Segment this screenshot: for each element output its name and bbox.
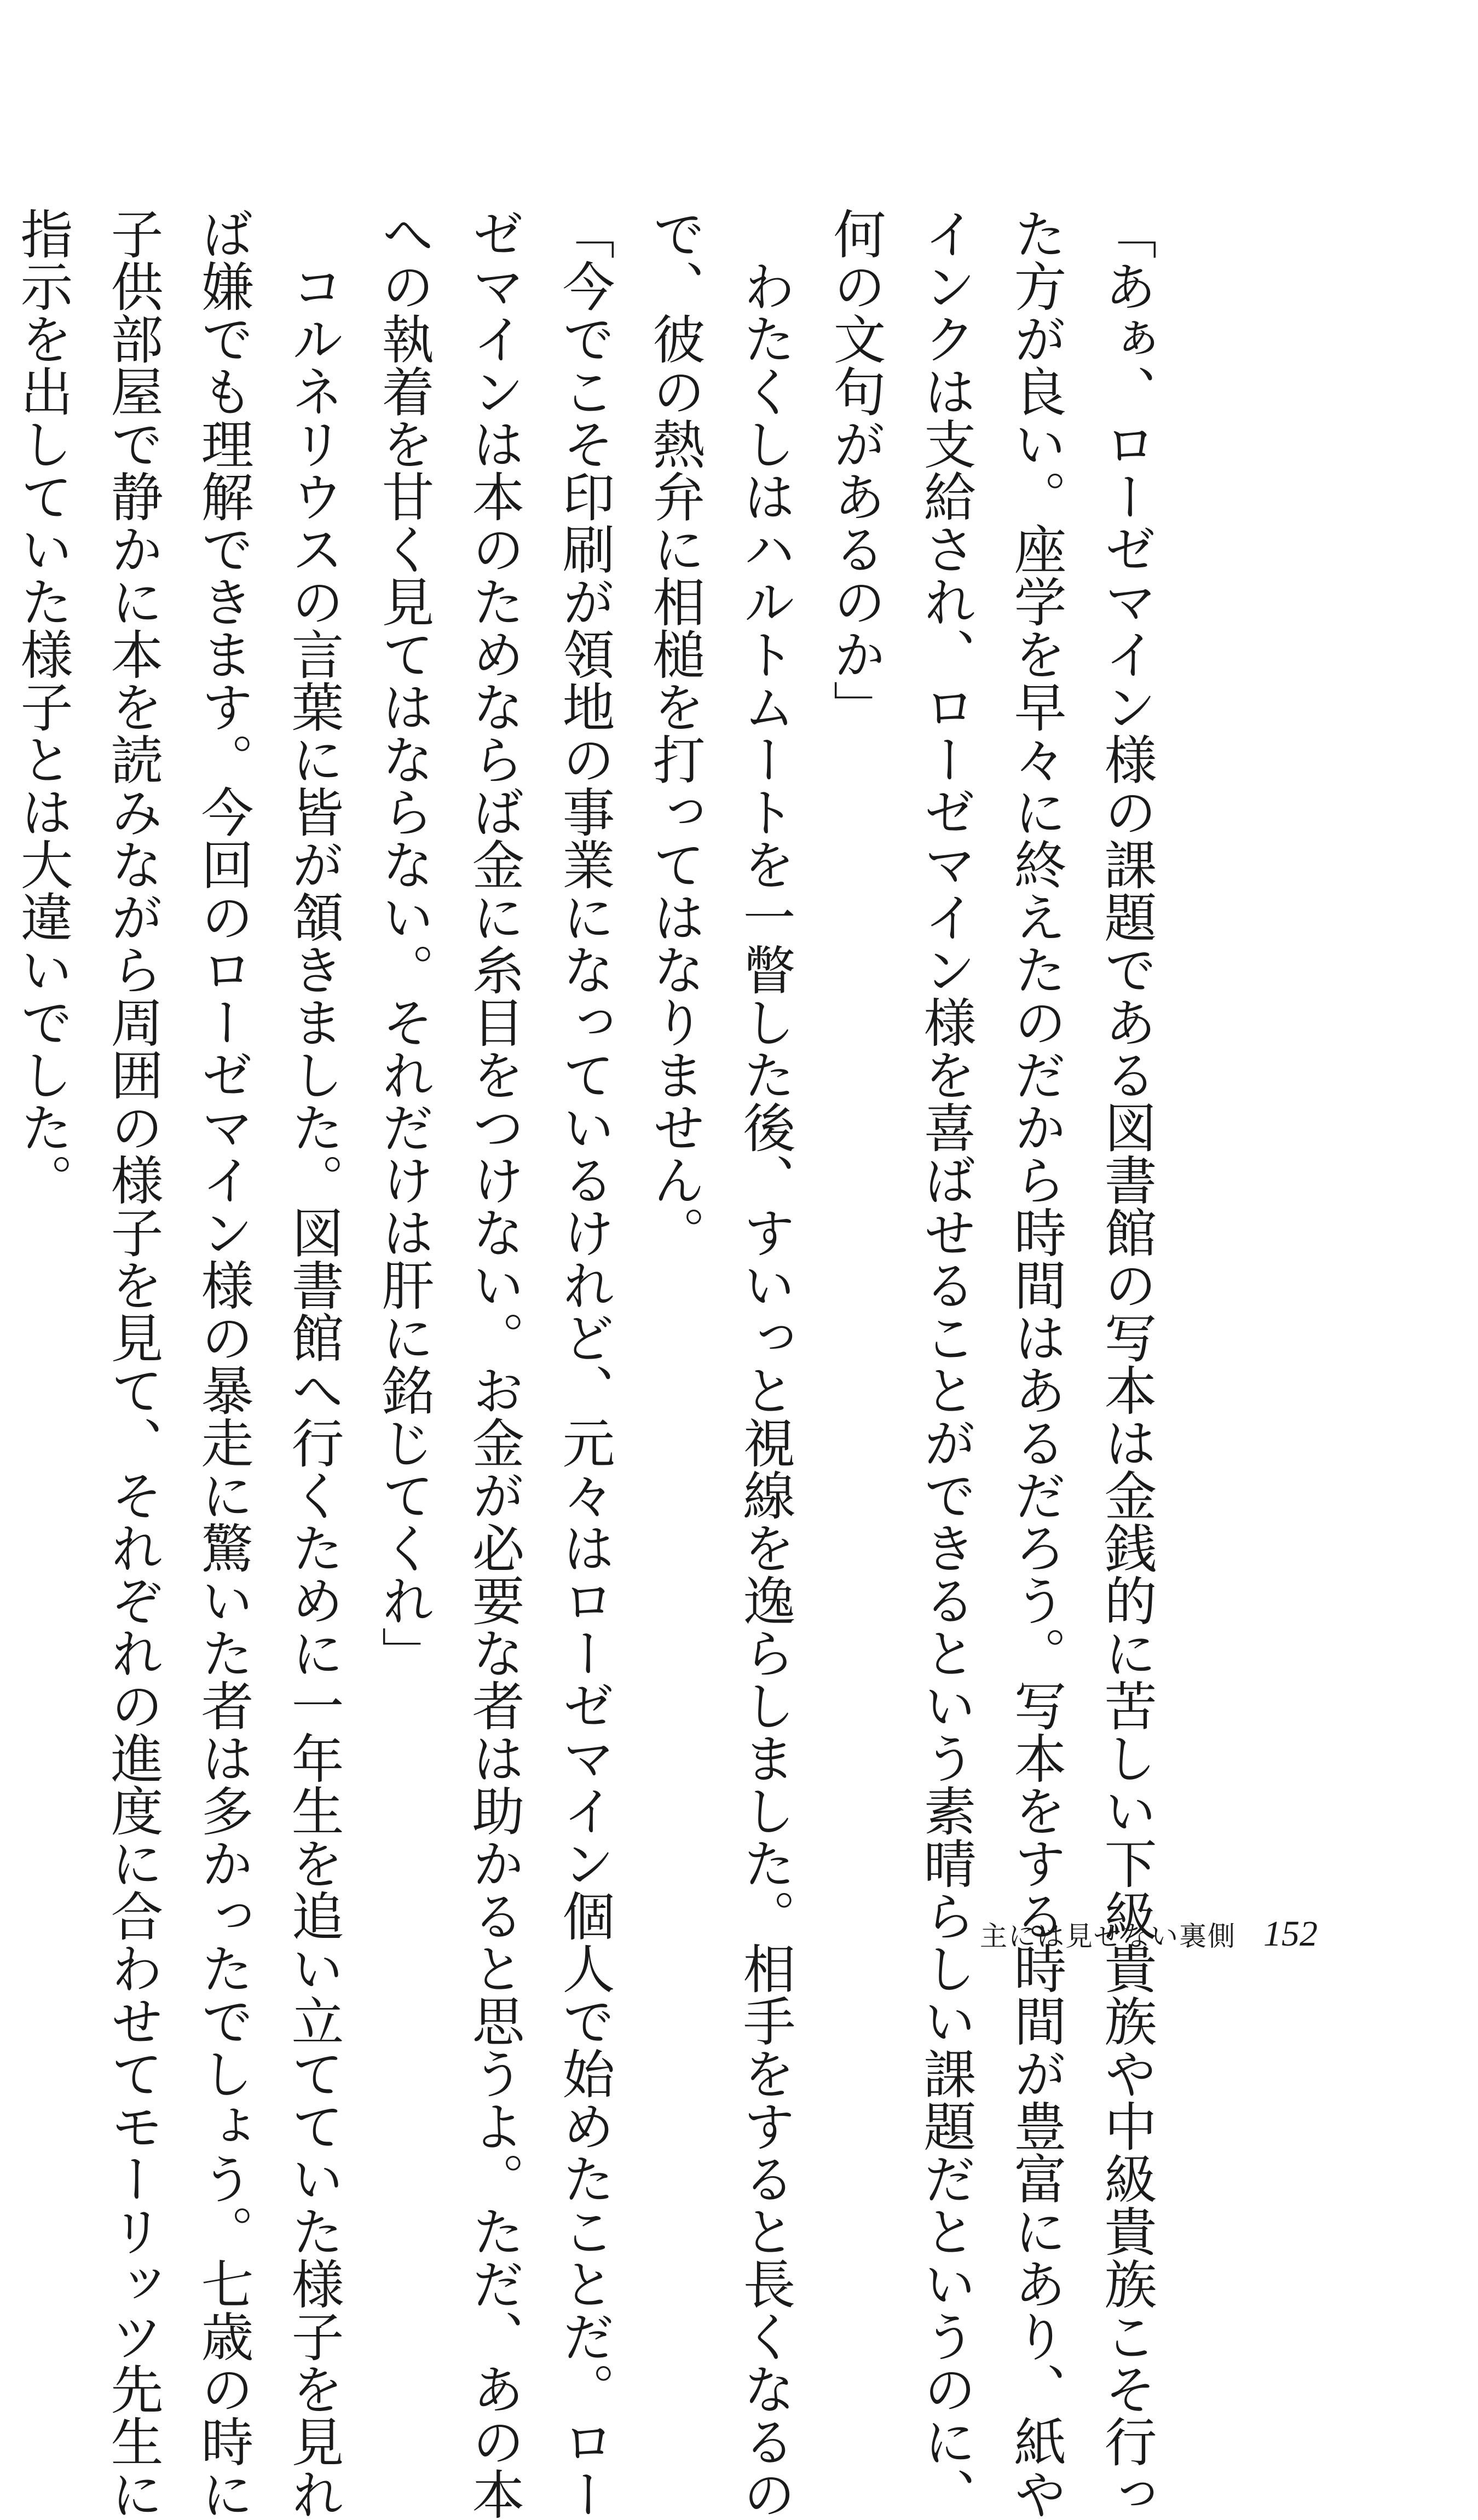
- page-number: 152: [1263, 1914, 1318, 1954]
- text-line: 何の文句があるのか」: [825, 207, 886, 733]
- text-line: 子供部屋で静かに本を読みながら周囲の様子を見て、それぞれの進度に合わせてモーリッツ先生に: [102, 207, 164, 2520]
- text-line: ば嫌でも理解できます。今回のローゼマイン様の暴走に驚いた者は多かったでしょう。七歳の時に: [193, 207, 254, 2520]
- text-line: で、彼の熱弁に相槌を打ってはなりません。: [644, 207, 706, 1258]
- page-footer: [980, 1910, 1318, 1954]
- text-line: 「あぁ、ローゼマイン様の課題である図書館の写本は金銭的に苦しい下級貴族や中級貴族こそ行っ: [1096, 207, 1157, 2520]
- text-line: ゼマインは本のためならば金に糸目をつけない。お金が必要な者は助かると思うよ。ただ、あの本: [464, 207, 525, 2520]
- text-line: インクは支給され、ローゼマイン様を喜ばせることができるという素晴らしい課題だというのに、: [915, 207, 977, 2520]
- text-line: コルネリウスの言葉に皆が頷きました。図書館へ行くために一年生を追い立てていた様子を見れ: [283, 207, 344, 2520]
- chapter-title: 主には見せない裏側: [980, 1920, 1236, 1952]
- text-line: への執着を甘く見てはならない。それだけは肝に銘じてくれ」: [373, 207, 435, 1679]
- text-line: 指示を出していた様子とは大違いでした。: [12, 207, 73, 1206]
- text-line: た方が良い。座学を早々に終えたのだから時間はあるだろう。写本をする時間が豊富にあり、紙や: [1006, 207, 1067, 2520]
- text-line: 「今でこそ印刷が領地の事業になっているけれど、元々はローゼマイン個人で始めたことだ。ロー: [554, 207, 615, 2520]
- text-line: わたくしはハルトムートを一瞥した後、すいっと視線を逸らしました。相手をすると長くなるの: [735, 207, 796, 2520]
